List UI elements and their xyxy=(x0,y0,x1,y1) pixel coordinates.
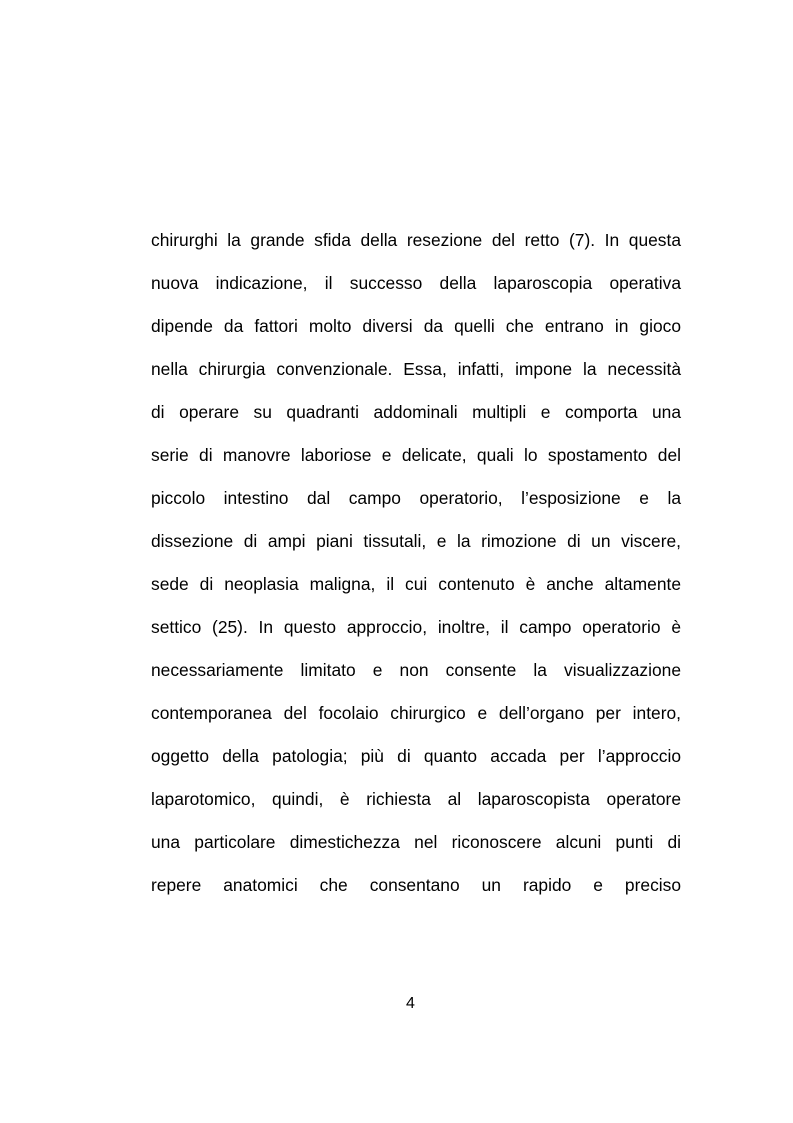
text-line: necessariamente limitato e non consente la visualizzazione xyxy=(151,660,681,680)
text-line: di operare su quadranti addominali multipli e comporta una xyxy=(151,402,681,422)
text-line: contemporanea del focolaio chirurgico e dell’organo per intero, xyxy=(151,703,681,723)
text-line: laparotomico, quindi, è richiesta al laparoscopista operatore xyxy=(151,789,681,809)
body-paragraph xyxy=(151,226,681,914)
page-number: 4 xyxy=(406,995,415,1012)
text-line: piccolo intestino dal campo operatorio, l’esposizione e la xyxy=(151,488,681,508)
text-line: nella chirurgia convenzionale. Essa, infatti, impone la necessità xyxy=(151,359,681,379)
text-line: dipende da fattori molto diversi da quelli che entrano in gioco xyxy=(151,316,681,336)
text-line: oggetto della patologia; più di quanto accada per l’approccio xyxy=(151,746,681,766)
text-line: dissezione di ampi piani tissutali, e la rimozione di un viscere, xyxy=(151,531,681,551)
text-line: nuova indicazione, il successo della laparoscopia operativa xyxy=(151,273,681,293)
text-line: serie di manovre laboriose e delicate, quali lo spostamento del xyxy=(151,445,681,465)
text-line: repere anatomici che consentano un rapido e preciso xyxy=(151,875,681,895)
text-line: sede di neoplasia maligna, il cui contenuto è anche altamente xyxy=(151,574,681,594)
text-line: settico (25). In questo approccio, inoltre, il campo operatorio è xyxy=(151,617,681,637)
text-line: una particolare dimestichezza nel riconoscere alcuni punti di xyxy=(151,832,681,852)
text-line: chirurghi la grande sfida della resezione del retto (7). In questa xyxy=(151,230,681,250)
